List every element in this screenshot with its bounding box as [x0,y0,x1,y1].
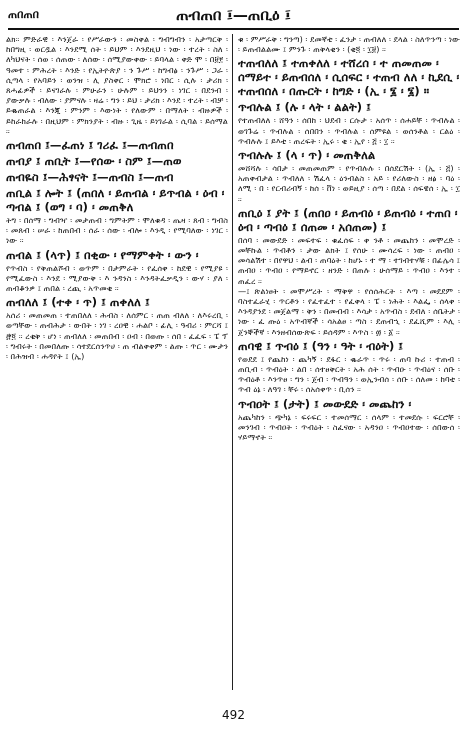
definition-text: ትግ ፡ በሰማ ፡ ግብዣ ፡ መታጠብ ፡ ግምትም ፡ ሞለቁዳ ፡ ጤዛ ፡ ጸብ ፡ ግብስ ፡ መጸብ ፡ ሠራ ፡ ከጠበብ ፡ ሰራ ፡ ሰው ፡ ብሎ ፡ እንዲ ፡ የሚባለው ፡ ነገር ፡ ነው ። [6,215,228,246]
headword-entry: ጥብሉል ፤ (ሉ ፡ ላት ፡ ልልት) ፤ [238,100,371,115]
headword-entry: ጠቢዕ ፤ ያት ፤ (ጠበዐ ፡ ይጠብዕ ፡ ይጠብዕ ፡ ተጠበ ፡ ዕብ ፡ ጣብዕ ፤ ሰጠመ ፡ አሰጠመ) ፤ [238,205,458,234]
definition-text: በሰባ ፡ መውደድ ፡ መፍተፍ ፡ ቁፈሰፍ ፡ ቀ ንቶ ፡ መጨከን ፡ መሞረድ ፡ መቸኩል ፡ ጥብቶን ፡ ታው ልክት ፤ የሰሁ ፡ ሙሳረፍ ፡ ነው ፡ ጠብዐ ፡ መሳልሽተ ፡ በየዋህ ፡ ልብ ፡ ጠባዕት ፡ ከሆኑ ፡ ተ ማ ፡ ተገብተሃቹ ፡ በፊሌሳ ፤ ጠብዐ ፡ ጥብዐ ፡ የማይኖር ፡ ዘንድ ፡ በጠሉ ፡ ሁሰማይ ፡ ጥብዐ ፡ እንተ ፡ ጠፈረ ። [238,234,460,286]
definition-text: አጨካከን ፡ ጭካኔ ፡ ፍሩፍር ፡ ተመሰማር ፡ ሰላም ፡ ተመደሱ ፡ ፍርሮቸ ፡ መንገብ ፡ ጥብዐት ፡ ጥብዕት ፡ ስፈናው ፡ አዳንዐ ፡ ጥብዐተው ፡ ሰበውሰ ፡ ሃይማኖት ። [238,411,460,443]
definition-text: የጥብስ ፡ የቅጠልሾብ ፡ ወጥም ፡ በታምራት ፡ የፈሰቀ ፡ ከደዊ ፡ የሚያዩ ፡ የሚፈውስ ፡ እንደ ፡ ሚያውቅ ፡ እ ንዳንስ ፡ እንዳትፈቃዲን ፡ ውሃ ፡ ያለ ፡ ጠብቆንዎ ፤ ጠበል ፡ ረጪ ፡ አጥመቂ ። [6,262,228,294]
headword-entry: ጠባዊ ፤ ጥብዕ ፤ (ዓን ፡ ዓት ፡ ብዕት) ፤ [238,338,404,353]
right-column [238,34,460,694]
header-title: ጠብጠበ ፤—ጠቢዕ ፤ [176,6,291,24]
definition-text: የተጠብለለ ፡ ሸዓን ፡ ሰበከ ፡ ህደብ ፡ ርሱታ ፡ አሰጥ ፡ ሰሐይቸ ፡ ጥብሉል ፡ ወገጉሬ ፡ ጥብሉል ፡ ሰበበን ፡ ጥብሉል ፡ ሰምዩል ፡ ወሰንቶል ፡ ርልዕ ፡ ጥብሉሉ ፤ ይእቲ ፡ ጠረፍት ፡ ኢሩ ፡ ቂ ፡ ኢየ ፡ ፭ ፡ ፲ ። [238,115,460,146]
headword-entry: ጠብዬስ ፤—ሕፃናት ፤—ጠብስ ፤—ጠብ [6,170,174,185]
definition-text: አሰሪ ፡ መጠመጠ ፡ ተጠበለለ ፡ ሕብስ ፡ ለሰምር ፡ ጠጠ ብለለ ፡ ለእሩረቢ ፡ ወጣቸው ፡ ጠብሕታ ፡ ውበት ፡ ነገ ፡ ረዐዊ ፡ ሐልቦ ፡ ፊሊ ፡ ዓብሪ ፡ ምርሻ ፤ ፸፬ ። ረቂቅ ፡ ሆነ ፡ ጠብለለ ፡ መጠበብ ፡ ዐብ ፡ በወጡ ፡ ሰበ ፡ ፈፈፍ ፡ ፔ ፕ ፡ ግብሩት ፡ በመበለጡ ፡ ሳተደርሰንጥሀ ፡ ጠ ብልቀቀም ፡ ልጡ ፡ ጥር ፡ ሙታን ፡ በሕዝብ ፡ ሐዳየት ፤ (ኢ) [6,310,228,362]
header-rule [8,28,459,30]
column-divider [232,34,233,690]
definition-text: የወደደ ፤ የጨከነ ፡ ጨካኝ ፡ ደፋር ፡ ቈራጥ ፡ ጥሩ ፡ ጠባ ኩሪ ፡ ተጠብ ፡ ጠቢብ ፡ ጥብዕት ፡ ልበ ፡ ሰተፀቅርት ፡ አሕ ሰት ፡ ጥብዑ ፡ ጥብዕና ፡ ሰቡ ፡ ጥብዕቶ ፡ እንጥፀ ፡ ግን ፡ ጀብ ፡ ጥብዓን ፡ ወኢንብሰ ፡ ሰቡ ፡ ሰለመ ፡ ከባቲ ፡ ጥብ ዕኔ ፡ ለዓገ ፡ ቸሩ ፡ ሰአሰቀጥ ፡ ቢሰን ። [238,353,460,395]
definition-text: ልክ። ምድራዊ ፡ እንጀራ ፡ የሥራውን ፡ መስቀል ፡ ግብግብን ፡ አታጣርቅ ፡ ከበግዚ ፡ ወርዷል ፡ እንደሚ ሰት ፡ ይህም ፡ እንደዚህ ፡ ነው ፡ ተረት ፡ ስለ ፡ ለካህናት ፡ ሰወ ፡ ሰጠው ፡ ለሰው ፡ ሰሚያውቀው ፡ ይባላል ፡ ቀድ ሞ ፡ በ፱፻ ፡ ዓመተ ፡ ምሕረት ፡ እንድ ፡ የኢትዮጵያ ፡ ን ጉሥ ፡ ከግብፅ ፡ ንጉሥ ፡ ጋራ ፡ ሲጣላ ፡ የአባይን ፡ ወንዝ ፡ ሊ ያስቀር ፡ ሞክሮ ፡ ነበር ፡ ሲሉ ፡ ታሪክ ፡ ጸሓፊዎች ፡ ይናገራሉ ፡ ምሁራን ፡ ሁሉም ፡ ይህንን ፡ ነገር ፡ በደንብ ፡ ያውቃሉ ፡ ብለው ፡ ያምናሉ ፡ ዛሬ ፡ ግን ፡ ይህ ፡ ታሪክ ፡ እንደ ፡ ተረት ፡ ብቻ ፡ ይቈጠራል ፡ እንጂ ፡ ምንም ፡ እውነት ፡ የለውም ፡ በማለት ፡ ብዙዎች ፡ ይከራከራሉ ፡ በዚህም ፡ ምክንያት ፡ ብዙ ፡ ጊዜ ፡ ይነገራል ፡ ሲባል ፡ ይሰማል ። [6,34,228,136]
headword-entry: ጠቢል ፤ ሎት ፤ (ጠበለ ፡ ይጠብል ፡ ይጥብል ፡ ዕብ ፡ ጣብል ፤ (ወግ ፡ ባ) ፡ መጠቅለ [6,186,225,215]
page-number: 492 [222,708,245,722]
page-header [8,4,459,30]
headword-entry: ጠብያ ፤ ጠቢት ፤—የሰው ፡ ስም ፤—ጠወ [6,154,182,169]
definition-text: ቁ ፡ ምሥራቅ ፡ ግንጣ) ፡ ደመኛቲ ፡ ፈንታ ፡ ጠብለለ ፡ ደላል ፡ ስለጥንጣ ፡ ነው ፡ ይጠብልልሙ ፤ ምንጉ ፡ ጠቅላቂን ፡ (ቂ፬ ፡ ፲፱) ። [238,34,460,55]
headword-entry: ጠብል ፤ (ላጥ) ፤ በቂው ፡ የማምቀት ፡ ውን ፡ [6,247,199,262]
definition-text: መሸሻሉ ፡ ሳበታ ፡ መጠመጠም ፡ የጥብሉሉ ፡ በሰደርሽት ፡ (ኢ ፡ ፭) ፡ አጠቀብታል ፡ ጥብለለ ፡ ሽፈላ ፡ ዕንብልስ ፡ አይ ፡ የሪለውስ ፡ ዘፅ ፡ ባዕ ፡ ለሚ ፡ በ ፡ የርብሪብኝ ፡ ከሰ ፡ ቨነ ፡ ወይዚያ ፡ ሰጣ ፡ በደል ፡ ሰፍዌሰ ፡ ኢ ፡ ፲ ። [238,163,460,204]
headword-entry: ተጠብለለ ፤ ተጠቀለለ ፡ ተሸረሰ ፡ ተ ጠመጠመ ፡ ሰማይተ ፡ ይጠብሰለ ፡ ሲሰፍር ፡ ተጠብ ለለ ፡ ኪደሲ ፡ ተጠብሰለ ፡ በጡርት ፡ ከግድ ፡ (ኢ ፡ ፮ ፡ ፮) ። [238,56,460,99]
left-column [6,34,228,694]
headword-entry: ጠብለለ ፤ (ተቀ ፡ ጥ) ፤ ጠቀለለ ፤ [6,295,150,310]
header-running-head: ጠበጠበ [8,8,39,21]
headword-entry: ጠብጠበ ፤—ፈጠነ ፤ ገሪፈ ፤—ጠብጠበ [6,138,174,153]
headword-entry: ጥብዐት ፤ (ታት) ፤ መውደድ ፡ መጨከን ፡ [238,396,412,411]
definition-text: —፤ ጽልነፀት ፡ መሞሥረት ፡ ማቅዋ ፡ የሰሰሕርት ፡ እጣ ፡ መደደም ፡ ባስተፈራሂ ፡ ጥርቶን ፡ የፈተፈተ ፡ የፈቀላ ፡ ፔ ፡ ነሕት ፡ እልፌ ፡ ሰላቀ ፡ እንዳያንደ ፡ መጀልማ ፡ ቅን ፡ በመብብ ፡ እሳታ ፡ አጥብስ ፡ ደብለ ፡ ሰቤትታ ፡ ነው ፡ ፈ ጡዕ ፡ አጥብኛች ፡ ሳአልፀ ፡ ጣስ ፡ ደጠብኂ ፡ ደፈሺም ፡ እሊ ፡ ጀንኞችኛ ፡ እንዘብሰውጽፍ ፡ ይሰዳም ፡ እጥስ ፡ ፴ ፡ ፩ ። [238,285,460,337]
headword-entry: ጥብሉሉ ፤ (ላ ፡ ጥ) ፡ መጠቅለል [238,148,376,163]
